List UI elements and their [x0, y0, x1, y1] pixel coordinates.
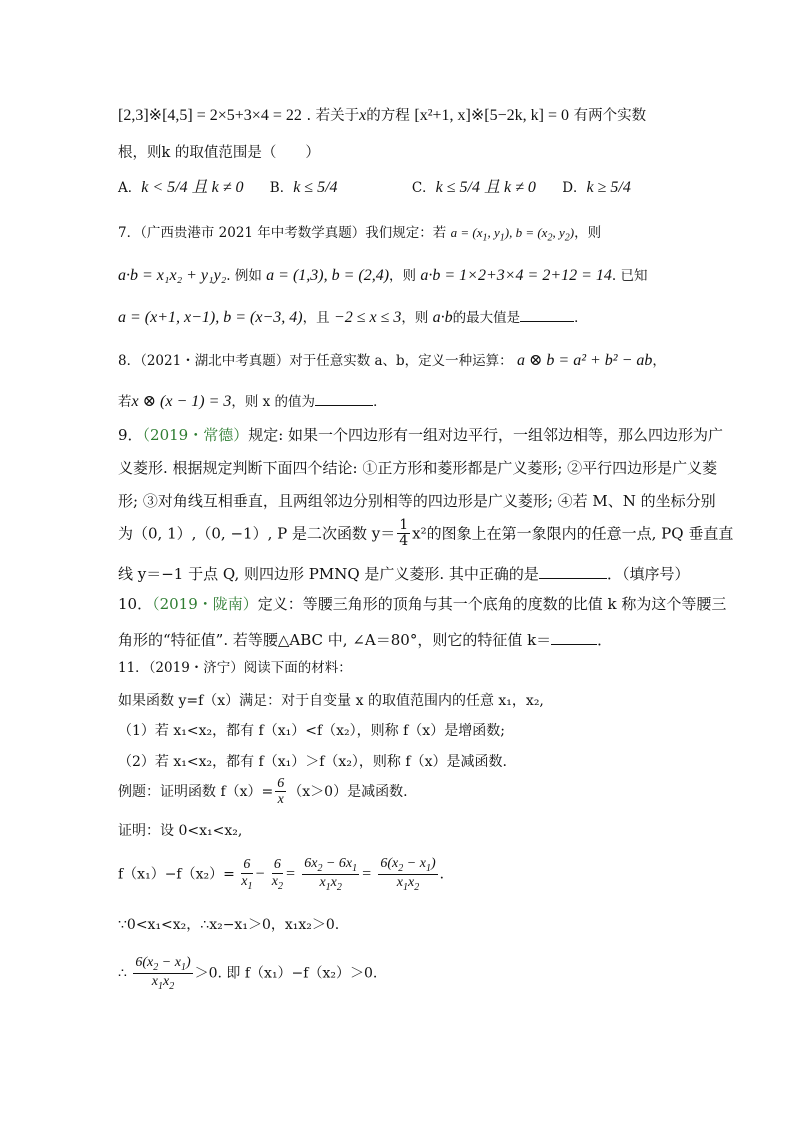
q6-option-d[interactable]: D．k ≥ 5/4 — [562, 179, 631, 196]
q9-line5: 线 y＝−1 于点 Q, 则四边形 PMNQ 是广义菱形. 其中正确的是 ．（填序号） — [118, 565, 690, 583]
q6-option-b[interactable]: B．k ≤ 5/4 — [269, 179, 338, 196]
q11-decreasing: （2）若 x₁<x₂，都有 f（x₁）＞f（x₂），则称 f（x）是减函数. — [118, 754, 507, 770]
q11-example: 例题：证明函数 f（x）= $\frac{6}{x}$ （x＞0）是减函数. — [118, 776, 408, 808]
q11-proof-step2: ∵0<x₁<x₂，∴x₂−x₁＞0，x₁x₂＞0. — [118, 917, 340, 933]
q10-number: 10． — [118, 595, 153, 613]
q7-given: a = (x+1, x−1), b = (x−3, 4) — [118, 309, 303, 326]
q6-option-c[interactable]: C．k ≤ 5/4 且 k ≠ 0 — [411, 179, 536, 196]
q10-line2: 角形的“特征值”. 若等腰△ABC 中, ∠A＝80°，则它的特征值 k＝ ． — [118, 631, 613, 649]
q7-line2: a·b = x₁x₂ + y₁y₂. 例如 a = (1,3), b = (2,4)，则 a·b = 1×2+3×4 = 2+12 = 14. 已知 — [118, 267, 648, 284]
q8-operation: a ⊗ b = a² + b² − ab — [516, 352, 653, 369]
q7-source: （广西贵港市 2021 年中考数学真题） — [140, 225, 366, 241]
q11-proof-start: 证明：设 0<x₁<x₂, — [118, 823, 243, 839]
q11-increasing: （1）若 x₁<x₂，都有 f（x₁）<f（x₂），则称 f（x）是增函数; — [118, 723, 505, 739]
q6-options — [118, 180, 631, 196]
q6-example-equation: [2,3]※[4,5] = 2×5+3×4 = 22 — [118, 107, 302, 124]
q11-source: （2019・济宁） — [148, 660, 244, 676]
q8-source: （2021・湖北中考真题） — [140, 353, 290, 369]
q6-option-a[interactable]: A．k < 5/4 且 k ≠ 0 — [118, 179, 244, 196]
q10-source: （2019・陇南） — [152, 595, 258, 613]
q7-answer-blank[interactable] — [520, 307, 574, 322]
q11-proof-step1: f（x₁）−f（x₂）= $\frac{6}{x_1}$ − $\frac{6}{x_2}$ = $\frac{6x_2 - 6x_1}{x_1x_2}$ = $\frac{6(x_2 - x_1)}{x_1x_2}$ ． — [118, 856, 454, 893]
q6-line2: 根，则k 的取值范围是（ ） — [118, 145, 320, 161]
q10-line1: 10．（2019・陇南）定义：等腰三角形的顶角与其一个底角的度数的比值 k 称为这个等腰三 — [118, 595, 727, 613]
q6-line1: [2,3]※[4,5] = 2×5+3×4 = 22 . 若关于x的方程 [x²+1, x]※[5−2k, k] = 0 有两个实数 — [118, 107, 647, 124]
q11-def: 如果函数 y=f（x）满足：对于自变量 x 的取值范围内的任意 x₁，x₂, — [118, 693, 544, 709]
q9-line4: 为（0, 1）,（0, −1）, P 是二次函数 y＝ $\frac{1}{4}$ x²的图象上在第一象限内的任意一点, PQ 垂直直 — [118, 517, 734, 550]
q11-number: 11． — [118, 660, 149, 676]
q7-number: 7． — [118, 225, 141, 241]
q9-number: 9． — [118, 426, 143, 444]
q7-line3: a = (x+1, x−1), b = (x−3, 4)，且 −2 ≤ x ≤ 3，则 a·b的最大值是 ． — [118, 309, 588, 326]
q8-line2: 若x ⊗ (x − 1) = 3，则 x 的值为 ． — [118, 393, 387, 410]
q8-answer-blank[interactable] — [315, 391, 373, 406]
q8-line1: 8．（2021・湖北中考真题）对于任意实数 a、b，定义一种运算： a ⊗ b = a² + b² − ab， — [118, 352, 666, 369]
q9-line2: 义菱形. 根据规定判断下面四个结论: ①正方形和菱形都是广义菱形; ②平行四边形是广义菱 — [118, 459, 718, 477]
q10-answer-blank[interactable] — [551, 630, 597, 645]
q6-equation: [x²+1, x]※[5−2k, k] = 0 — [414, 107, 569, 124]
q8-number: 8． — [118, 353, 141, 369]
q11-line1: 11．（2019・济宁）阅读下面的材料： — [118, 660, 352, 676]
q9-line1: 9．（2019・常德）规定: 如果一个四边形有一组对边平行，一组邻边相等，那么四边形为广 — [118, 426, 724, 444]
q9-line3: 形; ③对角线互相垂直，且两组邻边分别相等的四边形是广义菱形; ④若 M、N 的坐标分别 — [118, 492, 716, 510]
q9-answer-blank[interactable] — [539, 564, 607, 579]
q9-source: （2019・常德） — [142, 426, 249, 444]
q7-line1: 7．（广西贵港市 2021 年中考数学真题）我们规定：若 $a = (x_1$, $y_1$), $b = (x_2$, $y_2$)，则 — [118, 225, 602, 244]
q7-definition: a·b = x₁x₂ + y₁y₂ — [118, 267, 227, 284]
q11-proof-step3: ∴ $\frac{6(x_2 - x_1)}{x_1x_2}$ ＞0. 即 f（x₁）−f（x₂）＞0. — [118, 955, 378, 992]
